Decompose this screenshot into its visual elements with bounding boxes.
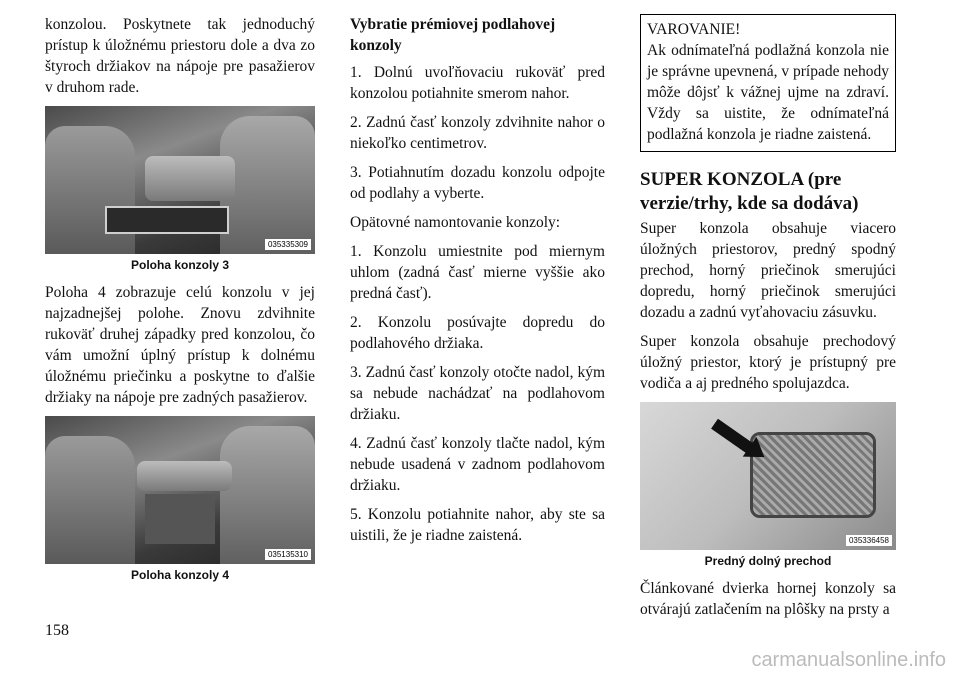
column-2 bbox=[350, 14, 605, 554]
step: 1. Dolnú uvoľňovaciu rukoväť pred konzolou potiahnite smerom nahor. bbox=[350, 64, 605, 102]
paragraph: Článkované dvierka hornej konzoly sa otvárajú zatlačením na plôšky na prsty a bbox=[640, 580, 896, 618]
column-3 bbox=[640, 14, 896, 628]
step: 2. Zadnú časť konzoly zdvihnite nahor o niekoľko centimetrov. bbox=[350, 114, 605, 152]
console-position-4-photo bbox=[45, 416, 315, 564]
image-code: 035135310 bbox=[265, 549, 311, 560]
watermark: carmanualsonline.info bbox=[751, 649, 946, 671]
image-code: 035336458 bbox=[846, 535, 892, 546]
step: 4. Zadnú časť konzoly tlačte nadol, kým nebude usadená v zadnom podlahovom držiaku. bbox=[350, 435, 605, 494]
section-heading: SUPER KONZOLA (pre verzie/trhy, kde sa dodáva) bbox=[640, 169, 859, 214]
section-title: Vybratie prémiovej podlahovej konzoly bbox=[350, 16, 556, 54]
step: 2. Konzolu posúvajte dopredu do podlahového držiaka. bbox=[350, 314, 605, 352]
warning-title: VAROVANIE! bbox=[647, 21, 741, 38]
step: 3. Potiahnutím dozadu konzolu odpojte od podlahy a vyberte. bbox=[350, 164, 605, 202]
paragraph: Super konzola obsahuje viacero úložných priestorov, predný spodný prechod, horný priečinok smerujúci dopredu, horný priečinok smerujúci dozadu a zadnú vyťahovaciu zásuvku. bbox=[640, 220, 896, 321]
paragraph: Poloha 4 zobrazuje celú konzolu v jej najzadnejšej polohe. Znovu zdvihnite rukoväť druhej západky pred konzolou, čo vám umožní úplný prístup k dolnému úložnému priečinku a poskytne to ďalšie držiaky na nápoje pre zadných pasažierov. bbox=[45, 284, 315, 406]
front-pass-through-photo bbox=[640, 402, 896, 550]
step: 5. Konzolu potiahnite nahor, aby ste sa uistili, že je riadne zaistená. bbox=[350, 506, 605, 544]
column-1 bbox=[45, 14, 315, 592]
caption: Predný dolný prechod bbox=[704, 554, 832, 568]
step: 1. Konzolu umiestnite pod miernym uhlom (zadná časť mierne vyššie ako predná časť). bbox=[350, 243, 605, 302]
caption: Poloha konzoly 4 bbox=[130, 568, 229, 582]
caption: Poloha konzoly 3 bbox=[130, 258, 229, 272]
paragraph: Super konzola obsahuje prechodový úložný priestor, ktorý je prístupný pre vodiča a aj predného spolujazdca. bbox=[640, 333, 896, 392]
paragraph: konzolou. Poskytnete tak jednoduchý prístup k úložnému priestoru dole a dva zo štyroch držiakov na nápoje pre pasažierov v druhom rade. bbox=[45, 16, 315, 96]
console-position-3-photo bbox=[45, 106, 315, 254]
step: 3. Zadnú časť konzoly otočte nadol, kým sa nebude nachádzať na podlahovom držiaku. bbox=[350, 364, 605, 423]
image-code: 035335309 bbox=[265, 239, 311, 250]
subtitle: Opätovné namontovanie konzoly: bbox=[350, 214, 561, 231]
page-number: 158 bbox=[45, 622, 69, 639]
warning-text: Ak odnímateľná podlažná konzola nie je správne upevnená, v prípade nehody môže dôjsť k vážnej ujme na zdraví. Vždy sa uistite, že odnímateľná podlažná konzola je riadne zaistená. bbox=[647, 42, 889, 143]
warning-box bbox=[640, 14, 896, 152]
